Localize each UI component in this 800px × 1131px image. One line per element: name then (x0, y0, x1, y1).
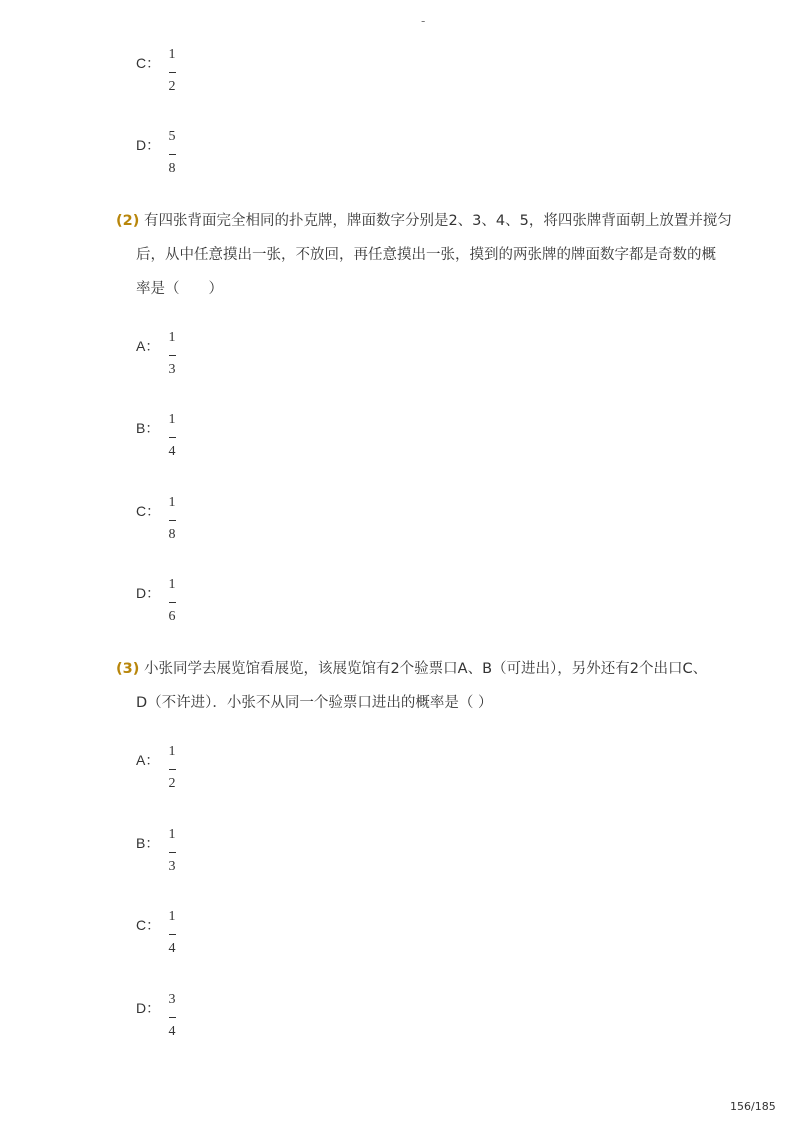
fraction-numerator: 1 (168, 744, 176, 759)
fraction-numerator: 3 (168, 992, 176, 1007)
option-label: C： (136, 917, 161, 933)
fraction-denominator: 3 (168, 859, 176, 874)
option-label: B： (136, 835, 160, 851)
fraction-numerator: 1 (168, 577, 176, 592)
question-number: (2) (116, 213, 140, 229)
question-line: 率是（ ） (136, 281, 223, 297)
question-line: D（不许进）．小张不从同一个验票口进出的概率是（ ） (136, 695, 493, 711)
fraction-bar (169, 769, 176, 770)
option-label: D： (136, 1000, 161, 1016)
option-label: A： (136, 338, 160, 354)
fraction-bar (169, 355, 176, 356)
option-label: D： (136, 137, 161, 153)
question-3 (116, 652, 736, 720)
question-line: 后，从中任意摸出一张，不放回，再任意摸出一张，摸到的两张牌的牌面数字都是奇数的概 (136, 247, 716, 263)
question-text: 小张同学去展览馆看展览，该展览馆有2个验票口A、B（可进出），另外还有2个出口C、 (143, 661, 708, 677)
fraction-denominator: 4 (168, 941, 176, 956)
fraction-bar (169, 437, 176, 438)
fraction-denominator: 4 (168, 444, 176, 459)
question-number: (3) (116, 661, 140, 677)
question-line (116, 652, 736, 686)
fraction-bar (169, 602, 176, 603)
option-label: C： (136, 55, 161, 71)
page-number: 156/185 (730, 1100, 776, 1113)
fraction-bar (169, 520, 176, 521)
question-line (116, 204, 736, 238)
fraction-denominator: 6 (168, 609, 176, 624)
fraction-bar (169, 72, 176, 73)
fraction-bar (169, 1017, 176, 1018)
fraction-numerator: 1 (168, 330, 176, 345)
fraction-numerator: 1 (168, 47, 176, 62)
fraction-bar (169, 934, 176, 935)
fraction-denominator: 8 (168, 161, 176, 176)
fraction-numerator: 1 (168, 827, 176, 842)
fraction-denominator: 3 (168, 362, 176, 377)
header-mark: - (421, 14, 426, 28)
fraction-numerator: 1 (168, 909, 176, 924)
fraction-denominator: 2 (168, 776, 176, 791)
fraction-numerator: 5 (168, 129, 176, 144)
option-label: C： (136, 503, 161, 519)
fraction-bar (169, 852, 176, 853)
option-label: B： (136, 420, 160, 436)
question-2 (116, 204, 736, 306)
fraction-denominator: 4 (168, 1024, 176, 1039)
fraction-numerator: 1 (168, 495, 176, 510)
fraction-numerator: 1 (168, 412, 176, 427)
fraction-denominator: 8 (168, 527, 176, 542)
fraction-denominator: 2 (168, 79, 176, 94)
question-text: 有四张背面完全相同的扑克牌，牌面数字分别是2、3、4、5，将四张牌背面朝上放置并搅匀 (143, 213, 732, 229)
fraction-bar (169, 154, 176, 155)
option-label: A： (136, 752, 160, 768)
option-label: D： (136, 585, 161, 601)
